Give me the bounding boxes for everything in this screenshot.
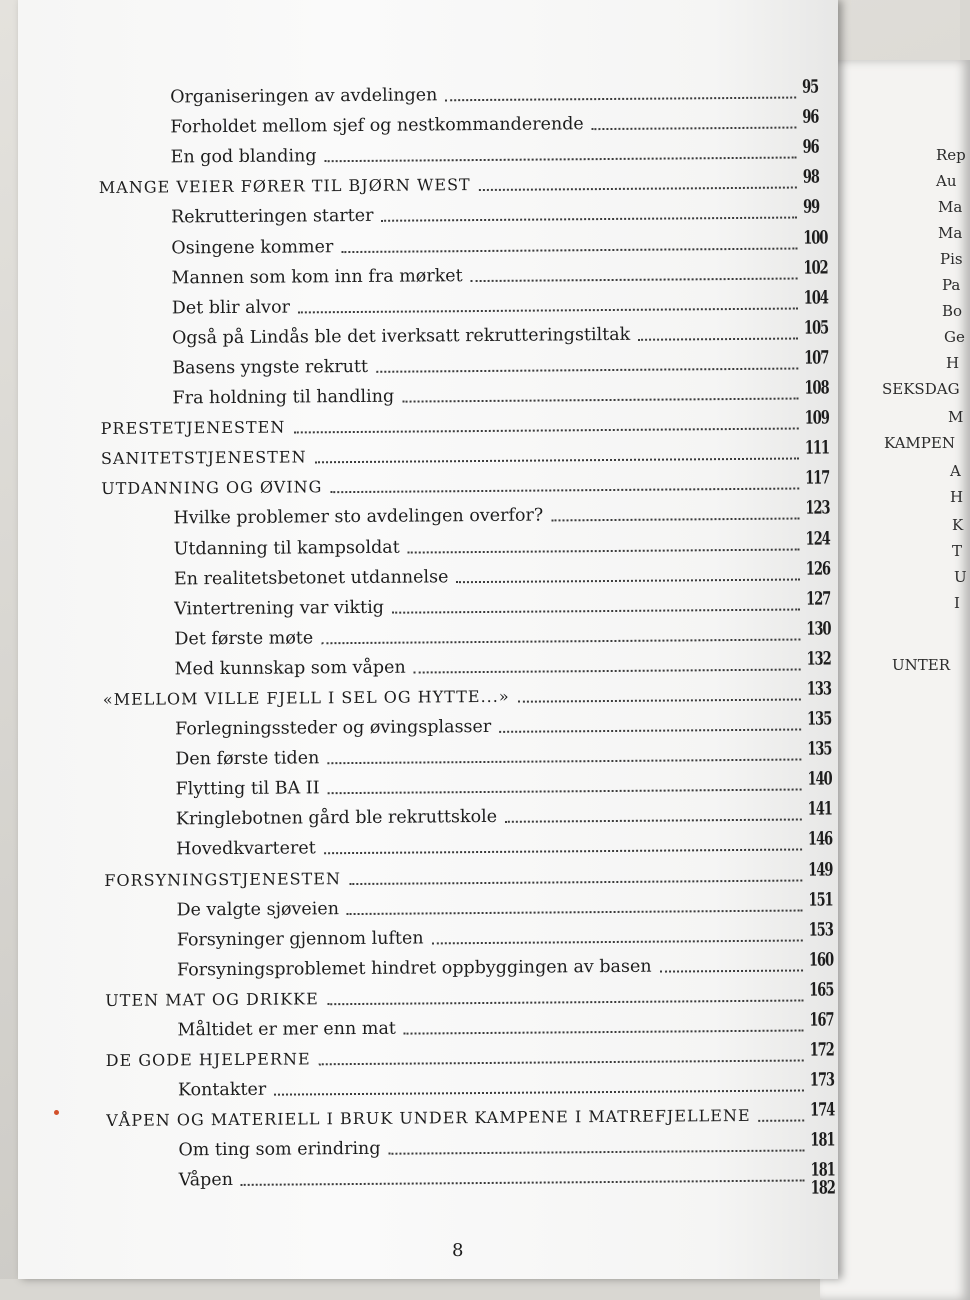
facing-page-text: Pa	[942, 276, 961, 294]
toc-entry-title: Organiseringen av avdelingen	[170, 85, 438, 108]
toc-entry-title: Det første møte	[174, 628, 314, 650]
ink-mark	[54, 1110, 59, 1115]
toc-entry-title: Måltidet er mer enn mat	[177, 1018, 396, 1041]
facing-page-text: KAMPEN	[884, 434, 955, 452]
toc-page-number: 153	[808, 919, 833, 941]
toc-entry-title: Rekrutteringen starter	[171, 206, 374, 228]
dot-leader	[382, 216, 798, 222]
toc-entry-title: Våpen	[178, 1170, 234, 1191]
toc-page-number: 109	[804, 408, 829, 430]
toc-entry-title: Det blir alvor	[171, 297, 291, 319]
dot-leader	[298, 306, 798, 313]
facing-page-text: A	[950, 462, 961, 480]
dot-leader	[592, 126, 797, 131]
dot-leader	[241, 1179, 805, 1186]
toc-page-number: 99	[802, 197, 820, 219]
toc-page-number: 172	[809, 1040, 834, 1062]
toc-entry-title: Hovedkvarteret	[175, 838, 316, 860]
toc-entry-title: Osingene kommer	[171, 236, 334, 258]
dot-leader	[505, 818, 802, 823]
toc-page-number: 98	[802, 167, 819, 189]
toc-page-number: 174	[810, 1100, 835, 1122]
dot-leader	[404, 1028, 804, 1034]
toc-entry-title: Også på Lindås ble det iverksatt rekrutteringstiltak	[171, 324, 631, 349]
toc-page-number: 100	[803, 227, 828, 249]
facing-page-text: U	[954, 568, 967, 586]
toc-page-number: 151	[808, 889, 833, 911]
toc-entry-title: MANGE VEIER FØRER TIL BJØRN WEST	[98, 175, 471, 198]
dot-leader	[319, 1059, 804, 1066]
dot-leader	[293, 427, 798, 434]
toc-page-number: 141	[807, 799, 832, 821]
dot-leader	[315, 457, 799, 464]
toc-entry-title: Vintertrening var viktig	[174, 597, 385, 620]
toc-page-number: 123	[805, 498, 830, 520]
dot-leader	[638, 336, 798, 340]
dot-leader	[321, 637, 800, 644]
toc-page-number: 181	[810, 1160, 835, 1182]
dot-leader	[660, 968, 803, 972]
dot-leader	[392, 607, 800, 613]
toc-page-number: 165	[809, 979, 834, 1002]
toc-page-number: 130	[806, 618, 831, 641]
table-of-contents	[98, 72, 837, 1209]
facing-page-text: UNTER	[892, 656, 951, 674]
dot-leader	[518, 697, 801, 702]
dot-leader	[324, 848, 802, 855]
toc-page-number: 108	[804, 378, 829, 400]
toc-page-number: 132	[806, 648, 831, 671]
facing-page-text: H	[950, 488, 964, 506]
toc-entry-title: En god blanding	[170, 146, 317, 168]
toc-entry-title: SANITETSTJENESTEN	[100, 447, 307, 469]
toc-entry-title: Den første tiden	[175, 748, 320, 770]
toc-page-number: 182	[810, 1178, 835, 1200]
dot-leader	[445, 96, 796, 102]
dot-leader	[759, 1119, 805, 1122]
facing-page-text: I	[954, 594, 960, 612]
toc-entry-title: UTEN MAT OG DRIKKE	[105, 989, 319, 1010]
dot-leader	[347, 908, 803, 915]
dot-leader	[327, 998, 803, 1005]
toc-page-number: 167	[809, 1010, 834, 1032]
toc-page-number: 102	[803, 257, 828, 279]
spacer	[115, 1199, 805, 1205]
toc-entry-title: VÅPEN OG MATERIELL I BRUK UNDER KAMPENE I MATREFJELLENE	[106, 1106, 751, 1131]
facing-page-text: H	[946, 354, 960, 372]
facing-page-text: Pis	[940, 250, 963, 268]
dot-leader	[471, 276, 798, 282]
toc-entry-title: UTDANNING OG ØVING	[101, 477, 323, 499]
dot-leader	[456, 577, 800, 583]
toc-page-number: 140	[807, 769, 832, 791]
dot-leader	[325, 156, 797, 163]
toc-entry-title: Om ting som erindring	[178, 1139, 381, 1161]
toc-entry-title: Mannen som kom inn fra mørket	[171, 265, 463, 289]
toc-page-number: 149	[808, 859, 833, 881]
toc-entry-title: Fra holdning til handling	[172, 386, 395, 409]
toc-page-number: 95	[802, 77, 819, 99]
toc-page-number: 104	[803, 287, 828, 310]
dot-leader	[274, 1089, 804, 1096]
toc-entry-title: FORSYNINGSTJENESTEN	[104, 868, 341, 890]
page-number: 8	[452, 1240, 464, 1261]
facing-page-text: Ge	[944, 328, 965, 346]
book-page	[18, 0, 838, 1279]
toc-page-number: 160	[808, 949, 834, 972]
toc-page-number: 173	[809, 1070, 835, 1092]
toc-entry-title: Forsyninger gjennom luften	[176, 928, 424, 951]
facing-page-text: Ma	[938, 198, 963, 216]
dot-leader	[479, 186, 797, 191]
toc-entry-title: Med kunnskap som våpen	[174, 657, 406, 680]
toc-entry-title: DE GODE HJELPERNE	[105, 1049, 311, 1071]
dot-leader	[402, 397, 798, 403]
facing-page-text: M	[948, 408, 964, 426]
toc-page-number: 135	[806, 709, 832, 731]
toc-page-number: 181	[810, 1130, 835, 1152]
toc-entry-title: «MELLOM VILLE FJELL I SEL OG HYTTE...»	[102, 686, 510, 709]
facing-page	[820, 60, 970, 1300]
toc-page-number: 133	[806, 679, 832, 701]
toc-entry-title: Forholdet mellom sjef og nestkommanderende	[170, 114, 584, 138]
dot-leader	[349, 878, 802, 885]
toc-page-number: 96	[802, 107, 819, 129]
dot-leader	[499, 728, 801, 733]
facing-page-text: Ma	[938, 224, 963, 242]
toc-entry-title: Flytting til BA II	[175, 778, 320, 800]
toc-page-number: 126	[805, 558, 831, 580]
dot-leader	[389, 1149, 805, 1155]
dot-leader	[376, 366, 798, 372]
facing-page-text: Au	[936, 172, 957, 190]
facing-page-text: Bo	[942, 302, 963, 320]
toc-page-number: 107	[804, 348, 829, 370]
facing-page-text: Rep	[936, 146, 966, 164]
dot-leader	[432, 938, 803, 944]
toc-entry-title: Hvilke problemer sto avdelingen overfor?	[173, 505, 544, 529]
dot-leader	[327, 758, 801, 765]
dot-leader	[551, 517, 799, 522]
toc-entry-title: Kringlebotnen gård ble rekruttskole	[175, 807, 498, 830]
dot-leader	[408, 547, 800, 553]
dot-leader	[328, 788, 802, 795]
toc-page-number: 105	[803, 317, 829, 340]
toc-entry-title: En realitetsbetonet utdannelse	[173, 566, 449, 590]
dot-leader	[414, 667, 801, 673]
toc-page-number: 111	[804, 438, 830, 460]
toc-page-number: 127	[806, 588, 831, 610]
facing-page-text: SEKSDAG	[882, 380, 960, 398]
toc-page-number: 117	[805, 468, 830, 490]
toc-page-number: 124	[805, 528, 830, 550]
toc-entry-title: PRESTETJENESTEN	[100, 417, 286, 439]
toc-entry-title: Forsyningsproblemet hindret oppbyggingen av basen	[176, 956, 652, 981]
facing-page-text: T	[952, 542, 963, 560]
toc-entry-title: Kontakter	[177, 1079, 267, 1101]
dot-leader	[341, 246, 797, 253]
toc-page-number: 135	[807, 739, 832, 761]
dot-leader	[330, 487, 799, 494]
toc-entry-title: Basens yngste rekrutt	[172, 356, 369, 379]
toc-entry-title: Forlegningssteder og øvingsplasser	[175, 716, 492, 740]
toc-page-number: 146	[807, 829, 833, 851]
toc-entry-title: De valgte sjøveien	[176, 898, 340, 921]
facing-page-text: K	[952, 516, 964, 534]
toc-page-number: 96	[802, 137, 819, 159]
toc-entry-title: Utdanning til kampsoldat	[173, 537, 400, 559]
